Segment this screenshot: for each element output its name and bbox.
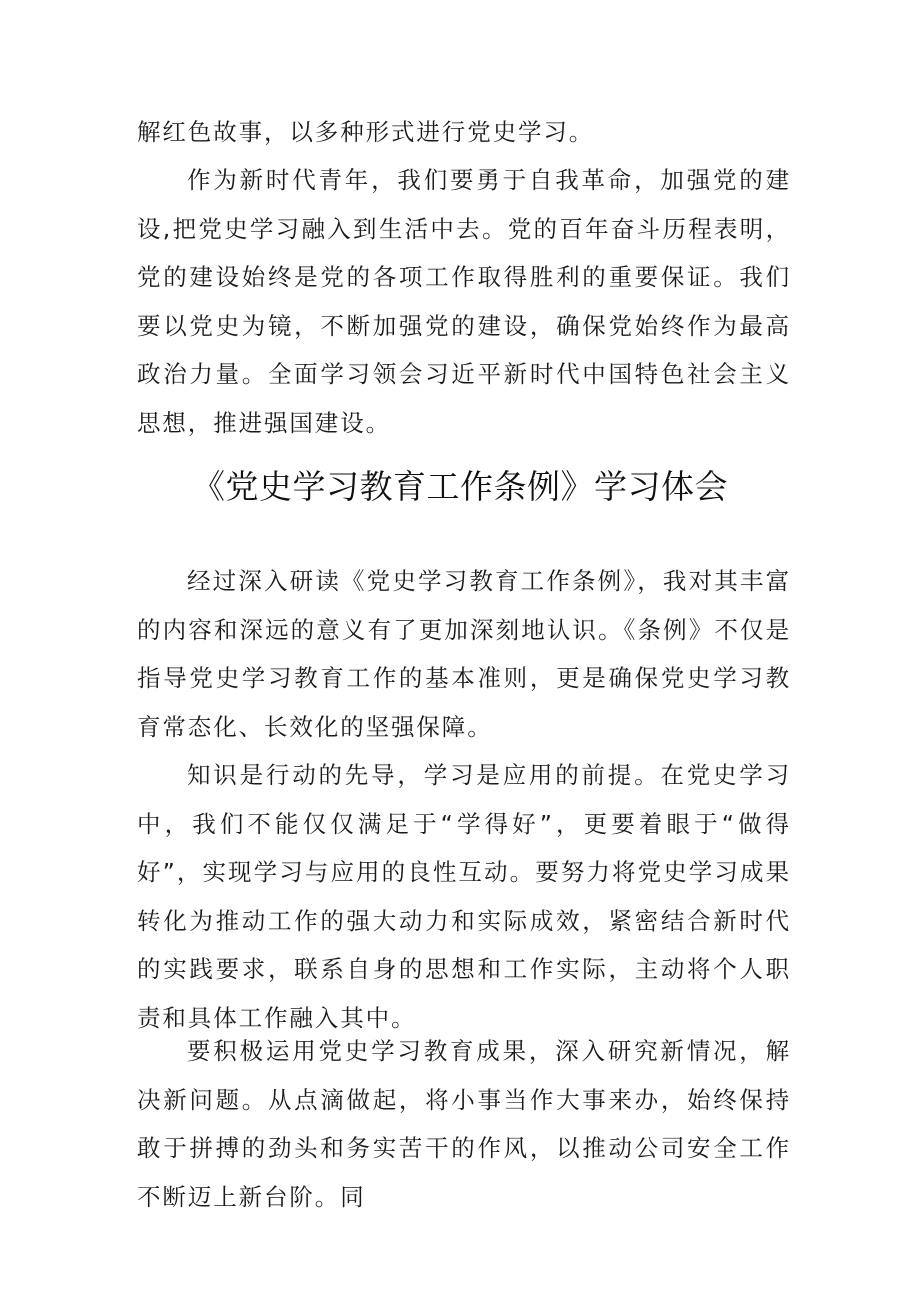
paragraph-continuation: 解红色故事，以多种形式进行党史学习。 <box>137 118 595 146</box>
section-title: 《党史学习教育工作条例》学习体会 <box>192 467 728 506</box>
paragraph-study-regulations: 经过深入研读《党史学习教育工作条例》，我对其丰富的内容和深远的意义有了更加深刻地认识。《条例》不仅是指导党史学习教育工作的基本准则，更是确保党史学习教育常态化、长效化的坚强保障。 <box>137 567 791 741</box>
paragraph-new-era-youth: 作为新时代青年，我们要勇于自我革命，加强党的建设,把党史学习融入到生活中去。党的百年奋斗历程表明，党的建设始终是党的各项工作取得胜利的重要保证。我们要以党史为镜，不断加强党的建设，确保党始终作为最高政治力量。全面学习领会习近平新时代中国特色社会主义思想，推进强国建设。 <box>137 166 791 437</box>
paragraph-apply-results: 要积极运用党史学习教育成果，深入研究新情况，解决新问题。从点滴做起，将小事当作大事来办，始终保持敢于拼搏的劲头和务实苦干的作风，以推动公司安全工作不断迈上新台阶。同 <box>137 1037 791 1211</box>
paragraph-knowledge-action: 知识是行动的先导，学习是应用的前提。在党史学习中，我们不能仅仅满足于“学得好”，更要着眼于“做得好”，实现学习与应用的良性互动。要努力将党史学习成果转化为推动工作的强大动力和实际成效，紧密结合新时代的实践要求，联系自身的思想和工作实际，主动将个人职责和具体工作融入其中。 <box>137 761 791 1032</box>
